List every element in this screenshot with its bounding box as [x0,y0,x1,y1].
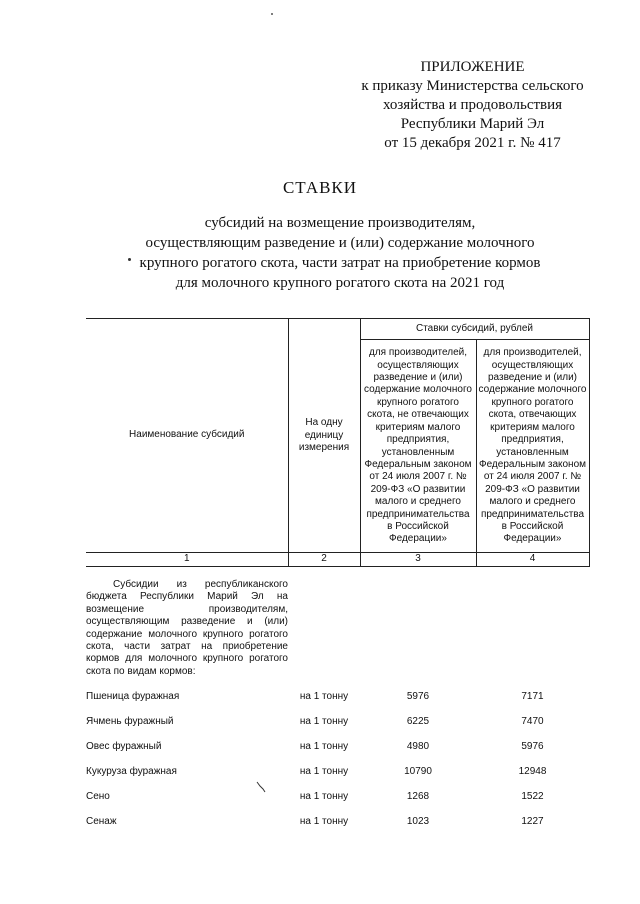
rate-small: 7171 [521,690,544,702]
table-row [86,759,589,784]
subsidy-rates-table [86,318,590,834]
table-row [86,684,589,709]
header-col3: для производителей, осуществляющих разведение и (или) содержание молочного крупного рогатого скота, не отвечающих критериям малого предприятия, установленным Федеральным законом от 24 июля 2007 г. № 209-ФЗ «О развитии малого и среднего предпринимательства в Российской Федерации» [360,340,476,553]
rate-large: 4980 [406,740,430,752]
appendix-line: к приказу Министерства сельского [361,78,584,94]
appendix-line: хозяйства и продовольствия [382,97,563,113]
rate-large: 5976 [406,690,430,702]
document-title: СТАВКИ [282,178,358,197]
feed-unit: на 1 тонну [299,765,349,777]
feed-name: Пшеница фуражная [86,690,180,702]
appendix-block [340,58,605,153]
feed-unit: на 1 тонну [299,815,349,827]
feed-name: Сено [86,790,110,802]
appendix-date: от 15 декабря 2021 г. № 417 [384,135,561,151]
table-row [86,734,589,759]
col-number-1: 1 [86,553,288,567]
subtitle-line: субсидий на возмещение производителям, [204,215,476,231]
rate-large: 1268 [406,790,430,802]
feed-name: Сенаж [86,815,117,827]
header-unit: На одну единицу измерения [288,319,360,553]
rate-small: 12948 [518,765,547,777]
rate-small: 7470 [521,715,544,727]
appendix-heading: ПРИЛОЖЕНИЕ [420,59,525,75]
feed-name: Овес фуражный [86,740,162,752]
scan-speck [271,13,273,15]
rate-small: 5976 [521,740,544,752]
subtitle-line: крупного рогатого скота, части затрат на приобретение кормов [139,255,541,271]
feed-unit: на 1 тонну [299,740,349,752]
header-col4: для производителей, осуществляющих разведение и (или) содержание молочного крупного рогатого скота, отвечающих критериям малого предприятия, установленным Федеральным законом от 24 июля 2007 г. № 209-ФЗ «О развитии малого и среднего предпринимательства в Российской Федерации» [476,340,589,553]
header-name: Наименование субсидий [86,319,288,553]
rate-large: 1023 [406,815,430,827]
feed-unit: на 1 тонну [299,790,349,802]
feed-name: Ячмень фуражный [86,715,174,727]
table-row [86,709,589,734]
subtitle-line: осуществляющим разведение и (или) содержание молочного [145,235,535,251]
feed-unit: на 1 тонну [299,715,349,727]
col-number-3: 3 [360,553,476,567]
feed-name: Кукуруза фуражная [86,765,177,777]
subtitle-line: для молочного крупного рогатого скота на 2021 год [175,275,505,291]
rate-small: 1522 [521,790,544,802]
col-number-4: 4 [476,553,589,567]
intro-text: Субсидии из республиканского бюджета Республики Марий Эл на возмещение производителям, осуществляющим разведение и (или) содержание молочного крупного рогатого скота, части затрат на приобретение кормов для молочного крупного рогатого скота по видам кормов: [86,579,288,677]
feed-unit: на 1 тонну [299,690,349,702]
col-number-2: 2 [288,553,360,567]
appendix-line: Республики Марий Эл [400,116,545,132]
rate-large: 10790 [404,765,432,777]
table-row [86,784,589,809]
header-rates-group: Ставки субсидий, рублей [360,319,589,340]
document-subtitle [100,213,580,293]
rate-large: 6225 [406,715,430,727]
rate-small: 1227 [521,815,544,827]
table-row [86,809,589,834]
